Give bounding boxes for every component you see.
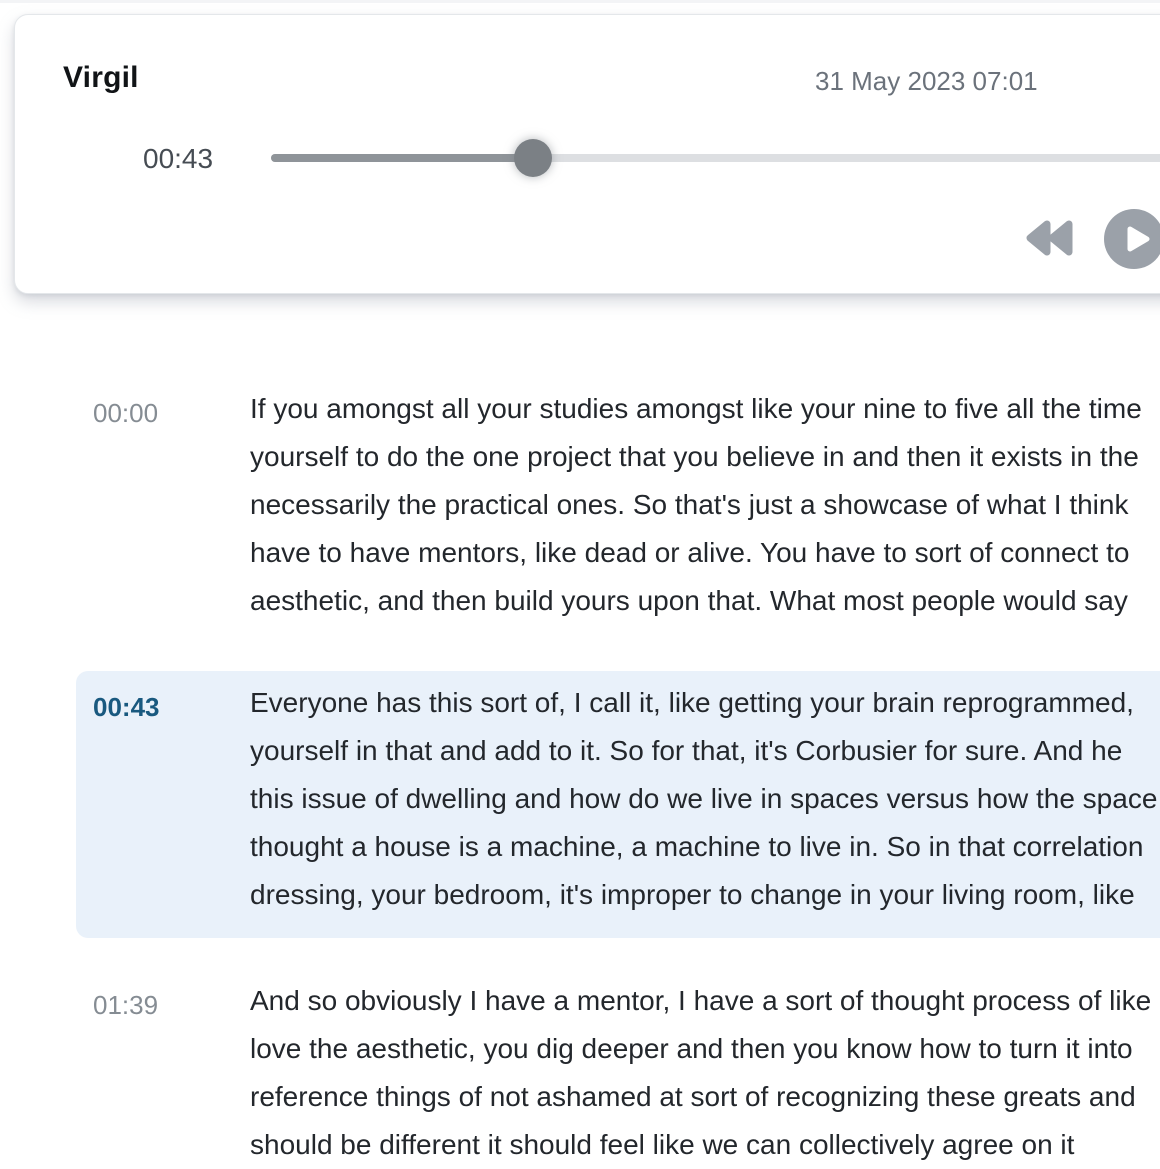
transcript-line: love the aesthetic, you dig deeper and then you know how to turn it into [250, 1033, 1133, 1064]
transcript-line: thought a house is a machine, a machine to live in. So in that correlation [250, 831, 1144, 862]
transcript-text[interactable] [250, 385, 1142, 625]
current-time-label: 00:43 [143, 143, 214, 174]
transcript-line: And so obviously I have a mentor, I have a sort of thought process of like [250, 985, 1152, 1016]
transcript-timestamp[interactable]: 01:39 [93, 990, 159, 1020]
transcript-line: Everyone has this sort of, I call it, like getting your brain reprogrammed, [250, 687, 1134, 718]
transcript-line: yourself to do the one project that you believe in and then it exists in the [250, 441, 1139, 472]
transcript-line: have to have mentors, like dead or alive. You have to sort of connect to [250, 537, 1130, 568]
transcript-timestamp[interactable]: 00:00 [93, 398, 159, 428]
transcript-line: necessarily the practical ones. So that's just a showcase of what I think [250, 489, 1129, 520]
transcript-line: reference things of not ashamed at sort of recognizing these greats and [250, 1081, 1136, 1112]
transcript-line: If you amongst all your studies amongst like your nine to five all the time [250, 393, 1142, 424]
transcript-line: dressing, your bedroom, it's improper to change in your living room, like [250, 879, 1135, 910]
transcript-text[interactable] [250, 977, 1151, 1169]
transcript-timestamp[interactable]: 00:43 [93, 692, 160, 722]
transcript-text[interactable] [250, 679, 1157, 919]
player-datetime: 31 May 2023 07:01 [815, 66, 1038, 96]
transcript-line: aesthetic, and then build yours upon that. What most people would say [250, 585, 1128, 616]
player-title: Virgil [63, 61, 139, 94]
transcript-line: yourself in that and add to it. So for that, it's Corbusier for sure. And he [250, 735, 1123, 766]
transcript-line: this issue of dwelling and how do we live in spaces versus how the space [250, 783, 1158, 814]
transcript-line: should be different it should feel like we can collectively agree on it [250, 1129, 1075, 1160]
